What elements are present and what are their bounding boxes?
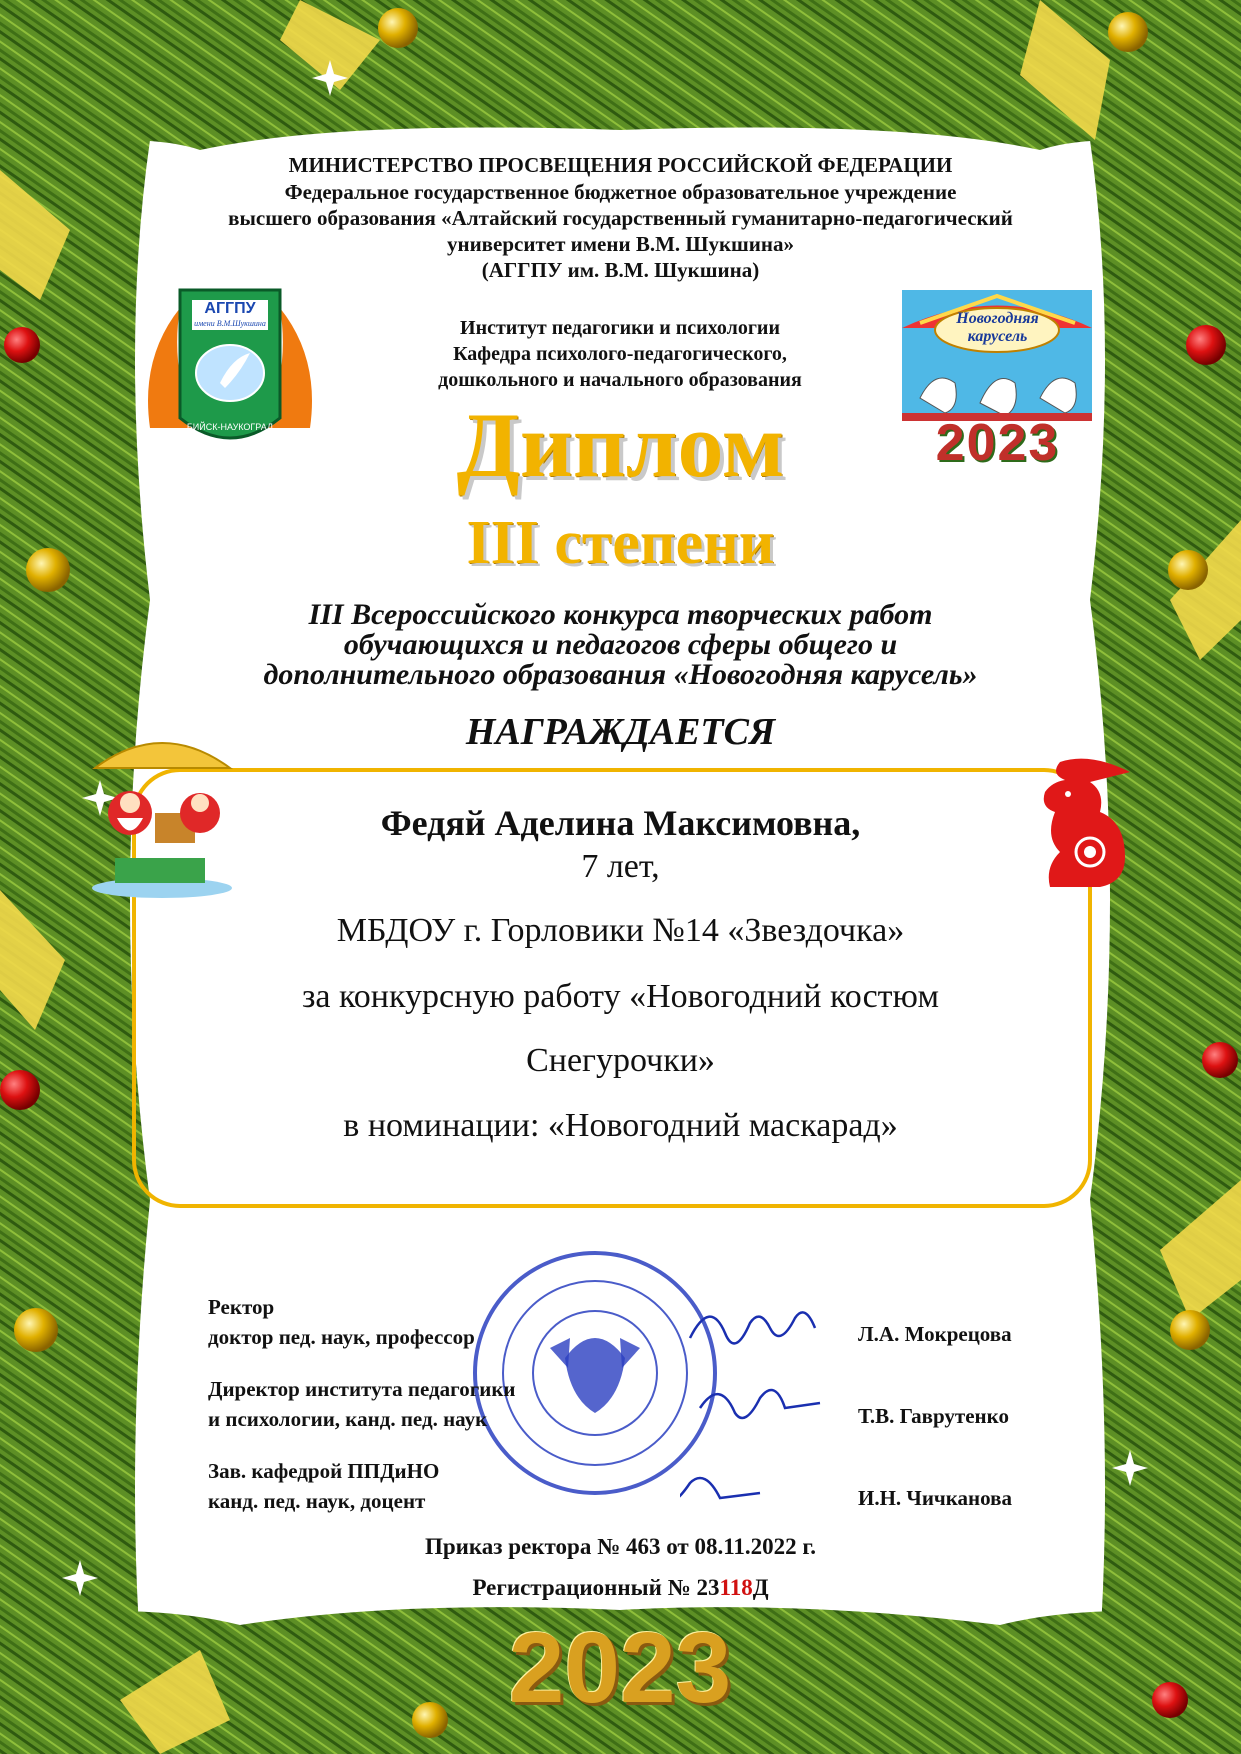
diploma-degree: III степени bbox=[466, 509, 775, 577]
signatory-2-degree: и психологии, канд. пед. наук bbox=[208, 1407, 488, 1431]
work-title-line-2: Снегурочки» bbox=[526, 1042, 715, 1079]
signatory-3-name: И.Н. Чичканова bbox=[858, 1486, 1012, 1510]
recipient-name: Федяй Аделина Максимовна, bbox=[380, 803, 861, 843]
carousel-logo-title-1: Новогодняя bbox=[956, 310, 1039, 327]
contest-line-3: дополнительного образования «Новогодняя карусель» bbox=[263, 658, 978, 691]
rector-order: Приказ ректора № 463 от 08.11.2022 г. bbox=[424, 1534, 817, 1559]
signatory-2-position: Директор института педагогики bbox=[208, 1377, 516, 1401]
signatory-3-position: Зав. кафедрой ППДиНО bbox=[208, 1459, 440, 1483]
department-line-1: Кафедра психолого-педагогического, bbox=[453, 343, 787, 365]
signatory-1-degree: доктор пед. наук, профессор bbox=[208, 1325, 475, 1349]
work-title-line-1: за конкурсную работу «Новогодний костюм bbox=[301, 978, 940, 1015]
registration-number bbox=[150, 1575, 1091, 1601]
signatory-2-name: Т.В. Гаврутенко bbox=[858, 1404, 1009, 1428]
registration-suffix: Д bbox=[752, 1575, 769, 1600]
signatory-1-title bbox=[208, 1292, 475, 1352]
awarded-label: НАГРАЖДАЕТСЯ bbox=[465, 711, 776, 753]
footer-year: 2023 bbox=[508, 1612, 732, 1724]
carousel-logo-year: 2023 bbox=[935, 414, 1060, 472]
contest-line-2: обучающихся и педагогов сферы общего и bbox=[343, 628, 898, 661]
diploma-title: Диплом bbox=[456, 394, 785, 496]
recipient-age: 7 лет, bbox=[581, 848, 660, 885]
registration-highlight: 118 bbox=[719, 1575, 753, 1600]
university-line-3: университет имени В.М. Шукшина» bbox=[446, 232, 794, 256]
logo-city: БИЙСК-НАУКОГРАД bbox=[186, 422, 274, 432]
signatory-1-name: Л.А. Мокрецова bbox=[858, 1322, 1012, 1346]
signatory-3-title bbox=[208, 1456, 439, 1516]
contest-line-1: III Всероссийского конкурса творческих работ bbox=[308, 598, 933, 631]
signatory-2-title bbox=[208, 1374, 516, 1434]
university-line-1: Федеральное государственное бюджетное образовательное учреждение bbox=[284, 180, 957, 204]
handwritten-signatures bbox=[680, 1298, 840, 1528]
department-line-2: дошкольного и начального образования bbox=[438, 369, 802, 391]
institute-name: Институт педагогики и психологии bbox=[460, 317, 780, 339]
signatory-3-degree: канд. пед. наук, доцент bbox=[208, 1489, 426, 1513]
university-abbreviation: (АГГПУ им. В.М. Шукшина) bbox=[481, 258, 760, 282]
nomination: в номинации: «Новогодний маскарад» bbox=[343, 1107, 898, 1144]
signatory-1-position: Ректор bbox=[208, 1295, 275, 1319]
university-logo bbox=[140, 288, 320, 458]
ministry-heading: МИНИСТЕРСТВО ПРОСВЕЩЕНИЯ РОССИЙСКОЙ ФЕДЕРАЦИИ bbox=[288, 153, 953, 177]
recipient-organization: МБДОУ г. Горловики №14 «Звездочка» bbox=[336, 912, 905, 949]
registration-prefix: Регистрационный № 23 bbox=[472, 1575, 720, 1600]
logo-subtitle: имени В.М.Шукшина bbox=[194, 319, 266, 328]
logo-acronym: АГГПУ bbox=[204, 300, 256, 317]
carousel-logo-title-2: карусель bbox=[967, 328, 1028, 345]
university-line-2: высшего образования «Алтайский государственный гуманитарно-педагогический bbox=[228, 206, 1013, 230]
